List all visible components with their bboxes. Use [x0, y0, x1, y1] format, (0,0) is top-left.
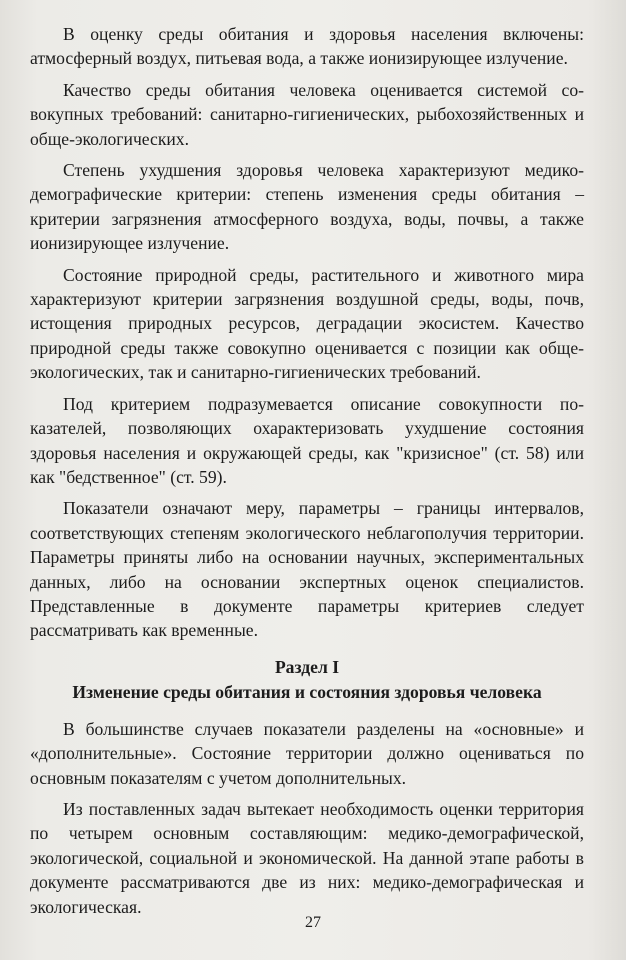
paragraph-1: В оценку среды обитания и здоровья населения включены: атмосферный воздух, питьевая вода, а также ионизирующее излучение. — [30, 24, 584, 69]
paragraph-4: Состояние природной среды, растительного и животного мира характеризуют критерии загрязнения воздушной среды, воды, почв, истощения природных ресурсов, деградации экосистем. Качество природной среды также совокупно оценивается с позиции как обще-экологических, так и санитарно-гигиенических требований. — [30, 264, 584, 383]
section-title: Изменение среды обитания и состояния здоровья человека — [72, 681, 542, 702]
paragraph-2: Качество среды обитания человека оценивается системой совокупных требований: санитарно-гигиенических, рыбохозяйственных и обще-экологических. — [30, 79, 584, 149]
paragraph-7: В большинстве случаев показатели разделены на «основные» и «дополнительные». Состояние территории должно оцениваться по основным показателям с учетом дополнительных. — [30, 718, 584, 788]
paragraph-8: Из поставленных задач вытекает необходимость оценки территория по четырем основным составляющим: медико-демографической, экологической, социальной и экономической. На данной этапе работы в документе рассматриваются две из них: медико-демографическая и экологическая. — [30, 798, 584, 917]
page-number: 27 — [305, 914, 321, 931]
paragraph-3: Степень ухудшения здоровья человека характеризуют медико-демографические критерии: степень изменения среды обитания – критерии загрязнения атмосферного воздуха, воды, почвы, а также ионизирующее излучение. — [30, 160, 584, 254]
paragraph-5: Под критерием подразумевается описание совокупности показателей, позволяющих охарактеризовать ухудшение состояния здоровья населения и окружающей среды, как "кризисное" (ст. 58) или как "бедственное" (ст. 59). — [30, 393, 584, 487]
text-block-1 — [30, 22, 584, 643]
text-block-2 — [30, 717, 584, 919]
section-label: Раздел I — [274, 656, 340, 677]
paragraph-6: Показатели означают меру, параметры – границы интервалов, соответствующих степеням экологического неблагополучия территории. Параметры приняты либо на основании научных, экспериментальных данных, либо на основании экспертных оценок специалистов. Представленные в документе параметры критериев следует рассматривать как временные. — [30, 498, 584, 641]
